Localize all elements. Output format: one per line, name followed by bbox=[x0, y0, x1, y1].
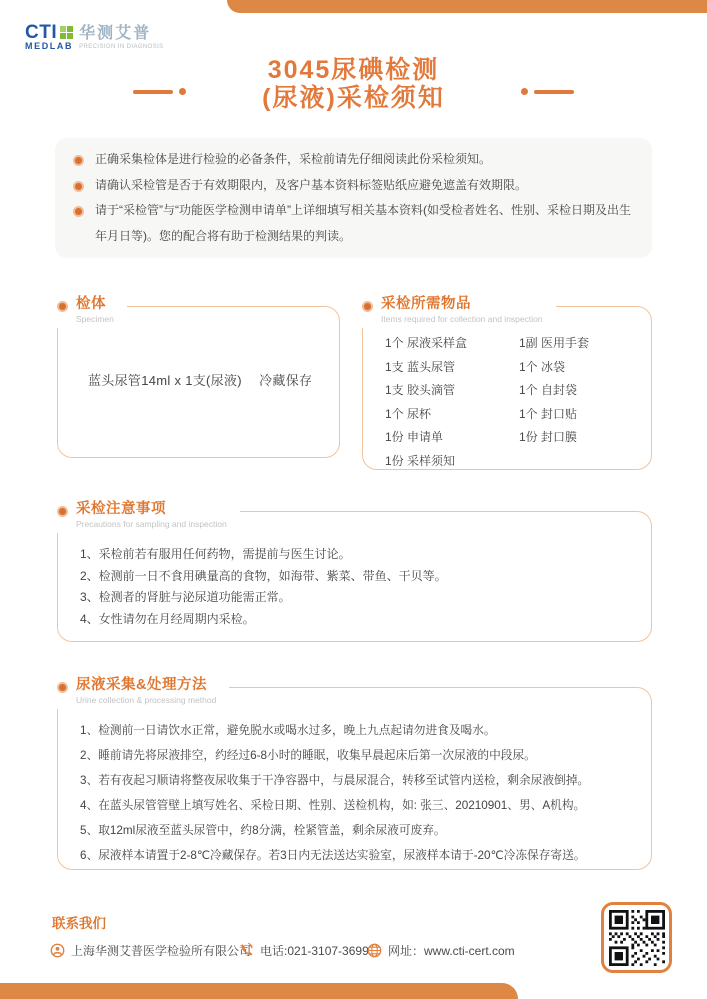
notice-item bbox=[73, 147, 634, 173]
dot-bullet-icon bbox=[362, 301, 373, 312]
list-item: 2、睡前请先将尿液排空，约经过6-8小时的睡眠，收集早晨起床后第一次尿液的中段尿。 bbox=[80, 749, 536, 762]
company-name: 上海华测艾普医学检验所有限公司 bbox=[71, 943, 252, 958]
section-title: 尿液采集&处理方法 bbox=[76, 677, 207, 693]
notice-text: 正确采集检体是进行检验的必备条件，采检前请先仔细阅读此份采检须知。 bbox=[95, 152, 492, 166]
list-item: 3、若有夜起习顺请将整夜尿收集于干净容器中，与晨尿混合，转移至试管内送检，剩余尿液倒掉。 bbox=[80, 774, 590, 787]
cti-medlab-logo bbox=[25, 24, 164, 51]
specimen-content: 蓝头尿管14ml x 1支(尿液) 冷藏保存 bbox=[88, 373, 313, 388]
list-item: 1个 冰袋 bbox=[519, 359, 566, 374]
dot-bullet-icon bbox=[73, 206, 84, 217]
logo-right bbox=[79, 25, 163, 50]
top-decor-bar bbox=[227, 0, 707, 13]
section-collection-method bbox=[57, 677, 652, 870]
list-item: 1、检测前一日请饮水正常，避免脱水或喝水过多，晚上九点起请勿进食及喝水。 bbox=[80, 724, 496, 737]
title-decor-right-dot bbox=[521, 88, 528, 95]
items-right-column bbox=[519, 332, 589, 450]
list-item: 3、检测者的肾脏与泌尿道功能需正常。 bbox=[80, 590, 291, 604]
list-item: 1副 医用手套 bbox=[519, 336, 590, 350]
phone-contact bbox=[240, 941, 369, 959]
website-url: 网址：www.cti-cert.com bbox=[388, 943, 515, 958]
precautions-list bbox=[80, 544, 640, 630]
section-subtitle: Specimen bbox=[76, 314, 114, 324]
title-decor-right-line bbox=[534, 90, 574, 94]
section-header bbox=[359, 296, 556, 328]
section-title: 采检注意事项 bbox=[76, 501, 166, 517]
phone-number: 电话:021-3107-3699 bbox=[260, 943, 369, 958]
list-item: 1个 尿杯 bbox=[385, 406, 432, 421]
dot-bullet-icon bbox=[73, 181, 84, 192]
section-title: 检体 bbox=[76, 296, 106, 312]
section-header bbox=[54, 677, 229, 709]
person-badge-icon bbox=[50, 943, 65, 958]
list-item: 1个 尿液采样盒 bbox=[385, 336, 468, 350]
section-subtitle: Urine collection & processing method bbox=[76, 695, 217, 705]
globe-icon bbox=[367, 943, 382, 958]
logo-left bbox=[25, 24, 73, 51]
list-item: 1个 封口贴 bbox=[519, 406, 578, 421]
notice-box bbox=[55, 138, 652, 258]
page-title-line1: 3045尿碘检测 bbox=[267, 56, 440, 84]
bottom-decor-bar bbox=[0, 983, 518, 999]
section-header bbox=[54, 501, 240, 533]
logo-medlab-text: MEDLAB bbox=[25, 41, 74, 51]
website-contact bbox=[367, 941, 515, 959]
list-item: 2、检测前一日不食用碘量高的食物，如海带、紫菜、带鱼、干贝等。 bbox=[80, 568, 447, 583]
list-item: 6、尿液样本请置于2-8℃冷藏保存。若3日内无法送达实验室，尿液样本请于-20℃冷冻保存寄送。 bbox=[80, 849, 586, 862]
dot-bullet-icon bbox=[57, 682, 68, 693]
notice-text: 请于“采检管”与“功能医学检测申请单”上详细填写相关基本资料(如受检者姓名、性别、采检日期及出生年月日等)。您的配合将有助于检测结果的判读。 bbox=[95, 203, 631, 243]
contact-us-title: 联系我们 bbox=[52, 916, 106, 931]
title-decor-left-line bbox=[133, 90, 173, 94]
logo-tagline: PRECISION IN DIAGNOSIS bbox=[79, 44, 164, 50]
list-item: 1份 申请单 bbox=[385, 430, 444, 444]
title-decor-left-dot bbox=[179, 88, 186, 95]
section-header bbox=[54, 296, 127, 328]
notice-item bbox=[73, 173, 634, 199]
section-specimen bbox=[57, 296, 340, 458]
dot-bullet-icon bbox=[57, 301, 68, 312]
collection-steps-list bbox=[80, 718, 644, 868]
items-left-column bbox=[385, 332, 467, 473]
list-item: 4、女性请勿在月经周期内采检。 bbox=[80, 611, 255, 626]
list-item: 4、在蓝头尿管管壁上填写姓名、采检日期、性别、送检机构，如: 张三、20210901、男、A机构。 bbox=[80, 799, 586, 812]
list-item: 1个 自封袋 bbox=[519, 383, 578, 397]
company-contact bbox=[50, 941, 251, 959]
page-title-line2: (尿液)采检须知 bbox=[262, 83, 445, 112]
section-precautions bbox=[57, 501, 652, 642]
section-items-required bbox=[362, 296, 652, 470]
section-subtitle: Items required for collection and inspection bbox=[381, 314, 543, 324]
dot-bullet-icon bbox=[57, 506, 68, 517]
logo-cti-text: CTI bbox=[25, 22, 58, 43]
dot-bullet-icon bbox=[73, 155, 84, 166]
logo-squares-icon bbox=[60, 26, 73, 39]
list-item: 1支 蓝头尿管 bbox=[385, 359, 456, 374]
notice-text: 请确认采检管是否于有效期限内，及客户基本资料标签贴纸应避免遮盖有效期限。 bbox=[95, 177, 528, 192]
section-subtitle: Precautions for sampling and inspection bbox=[76, 519, 227, 529]
notice-item bbox=[73, 198, 634, 249]
list-item: 1支 胶头滴管 bbox=[385, 383, 456, 397]
page-title bbox=[0, 57, 707, 112]
list-item: 5、取12ml尿液至蓝头尿管中，约8分满，栓紧管盖，剩余尿液可废弃。 bbox=[80, 824, 446, 837]
phone-icon bbox=[240, 943, 254, 957]
list-item: 1份 封口膜 bbox=[519, 430, 578, 444]
list-item: 1份 采样须知 bbox=[385, 453, 456, 468]
section-title: 采检所需物品 bbox=[381, 296, 471, 312]
logo-cn-name: 华测艾普 bbox=[79, 25, 152, 42]
qr-pattern-icon bbox=[609, 910, 665, 966]
qr-code bbox=[601, 902, 672, 973]
list-item: 1、采检前若有服用任何药物，需提前与医生讨论。 bbox=[80, 547, 351, 561]
